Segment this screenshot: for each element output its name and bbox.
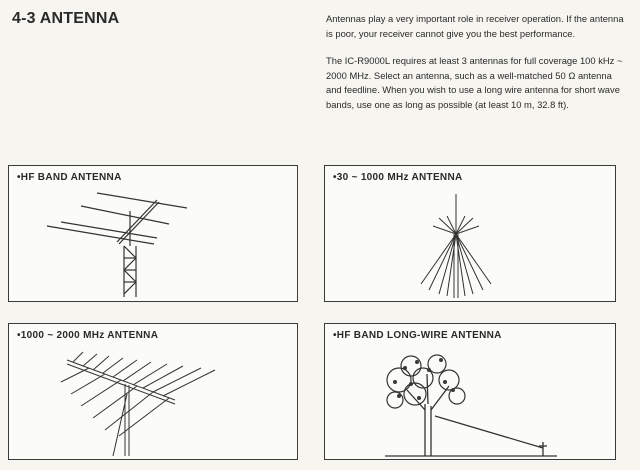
discone-antenna-illustration bbox=[325, 166, 617, 303]
hf-band-antenna-figure bbox=[8, 165, 298, 302]
vhf-uhf-caption: •30 ~ 1000 MHz ANTENNA bbox=[333, 172, 463, 183]
discone-antenna-figure bbox=[324, 165, 616, 302]
intro-text bbox=[326, 12, 626, 125]
long-wire-antenna-figure bbox=[324, 323, 616, 460]
intro-paragraph-2: The IC-R9000L requires at least 3 antennas for full coverage 100 kHz ~ 2000 MHz. Select an antenna, such as a well-matched 50 Ω antenna and feedline. When you wish to use a long wire antenna for short wave bands, use one as long as possible (at least 10 m, 32.8 ft). bbox=[326, 55, 623, 110]
hf-band-caption: •HF BAND ANTENNA bbox=[17, 172, 122, 183]
yagi-antenna-illustration bbox=[9, 166, 299, 303]
tree-long-wire-illustration bbox=[325, 324, 617, 461]
intro-paragraph-1: Antennas play a very important role in receiver operation. If the antenna is poor, your receiver cannot give you the best performance. bbox=[326, 13, 624, 39]
section-title: 4-3 ANTENNA bbox=[12, 10, 120, 27]
long-wire-caption: •HF BAND LONG-WIRE ANTENNA bbox=[333, 330, 502, 341]
microwave-caption: •1000 ~ 2000 MHz ANTENNA bbox=[17, 330, 159, 341]
log-periodic-antenna-illustration bbox=[9, 324, 299, 461]
log-periodic-antenna-figure bbox=[8, 323, 298, 460]
